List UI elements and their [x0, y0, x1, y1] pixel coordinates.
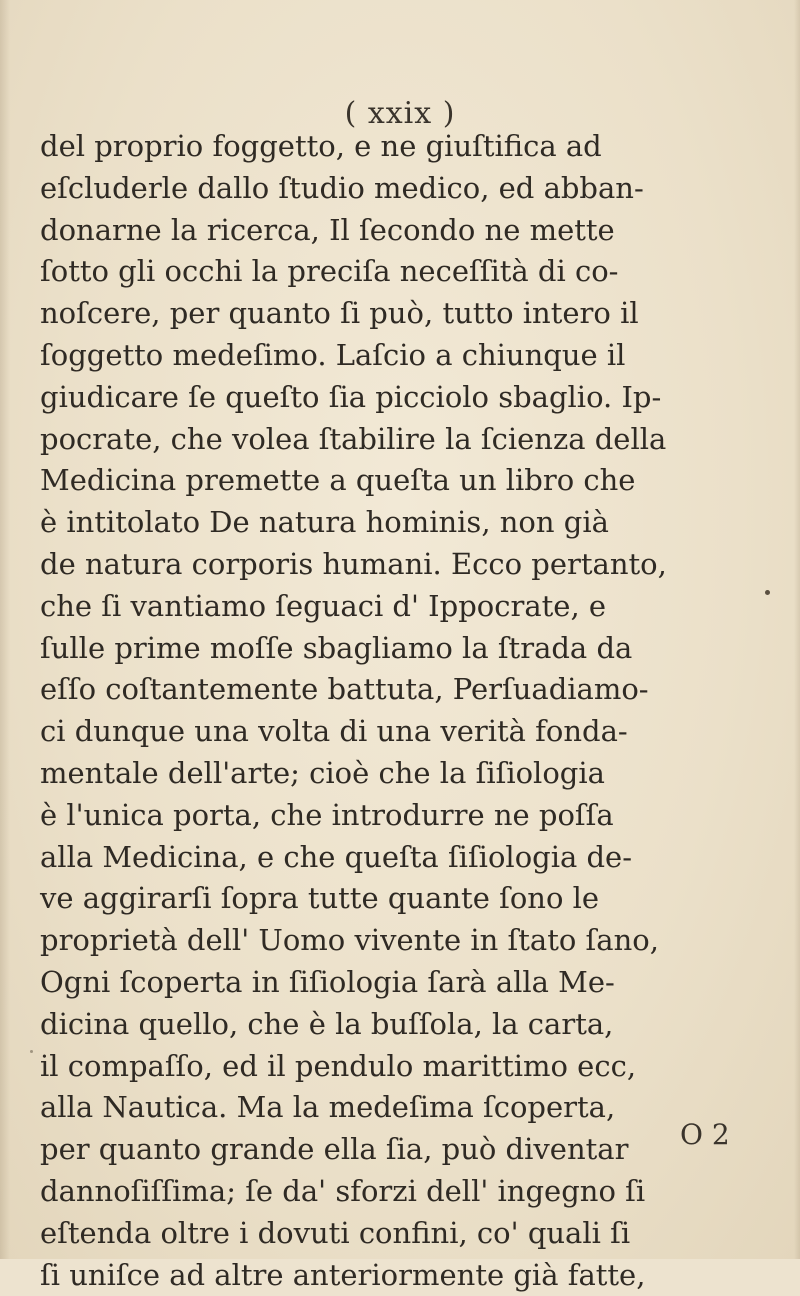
- text-line: è l'unica porta, che introdurre ne poſſa: [40, 797, 614, 832]
- text-line: proprietà dell' Uomo vivente in ſtato ſano,: [40, 923, 659, 958]
- text-line: dicina quello, che è la buſſola, la carta,: [40, 1006, 614, 1041]
- text-line: ve aggirarſi ſopra tutte quante ſono le: [40, 881, 600, 916]
- text-line: ſotto gli occhi la preciſa neceſſità di co-: [40, 254, 619, 289]
- text-line: ſi uniſce ad altre anteriormente già fatte,: [40, 1257, 646, 1292]
- text-line: de natura corporis humani. Ecco pertanto,: [40, 546, 667, 581]
- text-line: eſſo coſtantemente battuta, Perſuadiamo-: [40, 672, 649, 707]
- text-line: eſcluderle dallo ſtudio medico, ed abban-: [40, 170, 644, 205]
- text-line: ci dunque una volta di una verità fonda-: [40, 714, 628, 749]
- text-line: mentale dell'arte; cioè che la ſiſiologia: [40, 755, 605, 790]
- ink-speck: [30, 1050, 33, 1053]
- text-line: ſulle prime moſſe sbagliamo la ſtrada da: [40, 630, 633, 665]
- page-number-header: ( xxix ): [344, 96, 456, 131]
- ink-speck: [765, 590, 770, 595]
- text-line: ſoggetto medeſimo. Laſcio a chiunque il: [40, 337, 626, 372]
- text-line: noſcere, per quanto ſi può, tutto intero il: [40, 296, 639, 331]
- text-line: per quanto grande ella ſia, può diventar: [40, 1132, 629, 1167]
- text-line: che ſi vantiamo ſeguaci d' Ippocrate, e: [40, 588, 607, 623]
- text-line: pocrate, che volea ſtabilire la ſcienza della: [40, 421, 667, 456]
- text-line: Medicina premette a queſta un libro che: [40, 463, 636, 498]
- signature-mark: O 2: [680, 1118, 730, 1151]
- page-gutter-shadow: [0, 0, 10, 1259]
- text-line: giudicare ſe queſto ſia picciolo sbaglio. Ip-: [40, 379, 662, 414]
- text-line: Ogni ſcoperta in ſiſiologia ſarà alla Me-: [40, 964, 615, 999]
- body-text: [40, 126, 770, 1296]
- text-line: eſtenda oltre i dovuti confini, co' quali ſi: [40, 1215, 631, 1250]
- page-edge-shadow: [794, 0, 800, 1259]
- text-line: del proprio foggetto, e ne giuſtifica ad: [40, 129, 602, 163]
- text-line: alla Medicina, e che queſta ſiſiologia de-: [40, 839, 633, 874]
- text-line: donarne la ricerca, Il ſecondo ne mette: [40, 212, 615, 247]
- text-line: il compaſſo, ed il pendulo marittimo ecc,: [40, 1048, 637, 1083]
- text-line: alla Nautica. Ma la medeſima ſcoperta,: [40, 1090, 616, 1125]
- text-line: è intitolato De natura hominis, non già: [40, 505, 609, 540]
- text-line: dannoſiſſima; ſe da' sforzi dell' ingegno ſi: [40, 1173, 646, 1208]
